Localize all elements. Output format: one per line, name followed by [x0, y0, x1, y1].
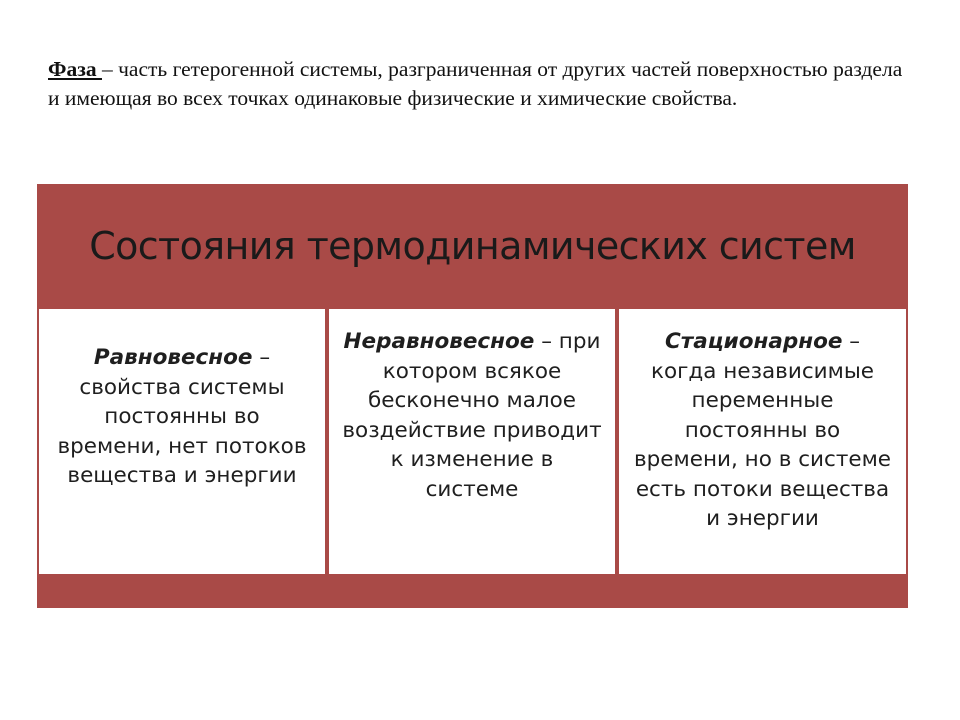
states-panel [37, 184, 908, 608]
state-card-nonequilibrium [329, 309, 615, 574]
state-term-stationary: Стационарное [664, 329, 843, 354]
state-term-equilibrium: Равновесное [93, 345, 253, 370]
state-text-nonequilibrium: – при котором всякое бесконечно малое воздействие приводит к изменение в системе [342, 329, 602, 502]
state-text-equilibrium: – свойства системы постоянны во времени, нет потоков вещества и энергии [57, 345, 307, 488]
definition-text: – часть гетерогенной системы, разграниченная от других частей поверхностью раздела и имеющая во всех точках одинаковые физические и химические свойства. [48, 57, 903, 110]
state-card-equilibrium [39, 309, 325, 574]
state-text-stationary: – когда независимые переменные постоянны во времени, но в системе есть потоки вещества и энергии [633, 329, 892, 531]
state-term-nonequilibrium: Неравновесное [343, 329, 535, 354]
definition-term: Фаза [48, 57, 102, 81]
panel-title: Состояния термодинамических систем [89, 224, 856, 268]
phase-definition [48, 55, 908, 113]
state-card-stationary [619, 309, 906, 574]
